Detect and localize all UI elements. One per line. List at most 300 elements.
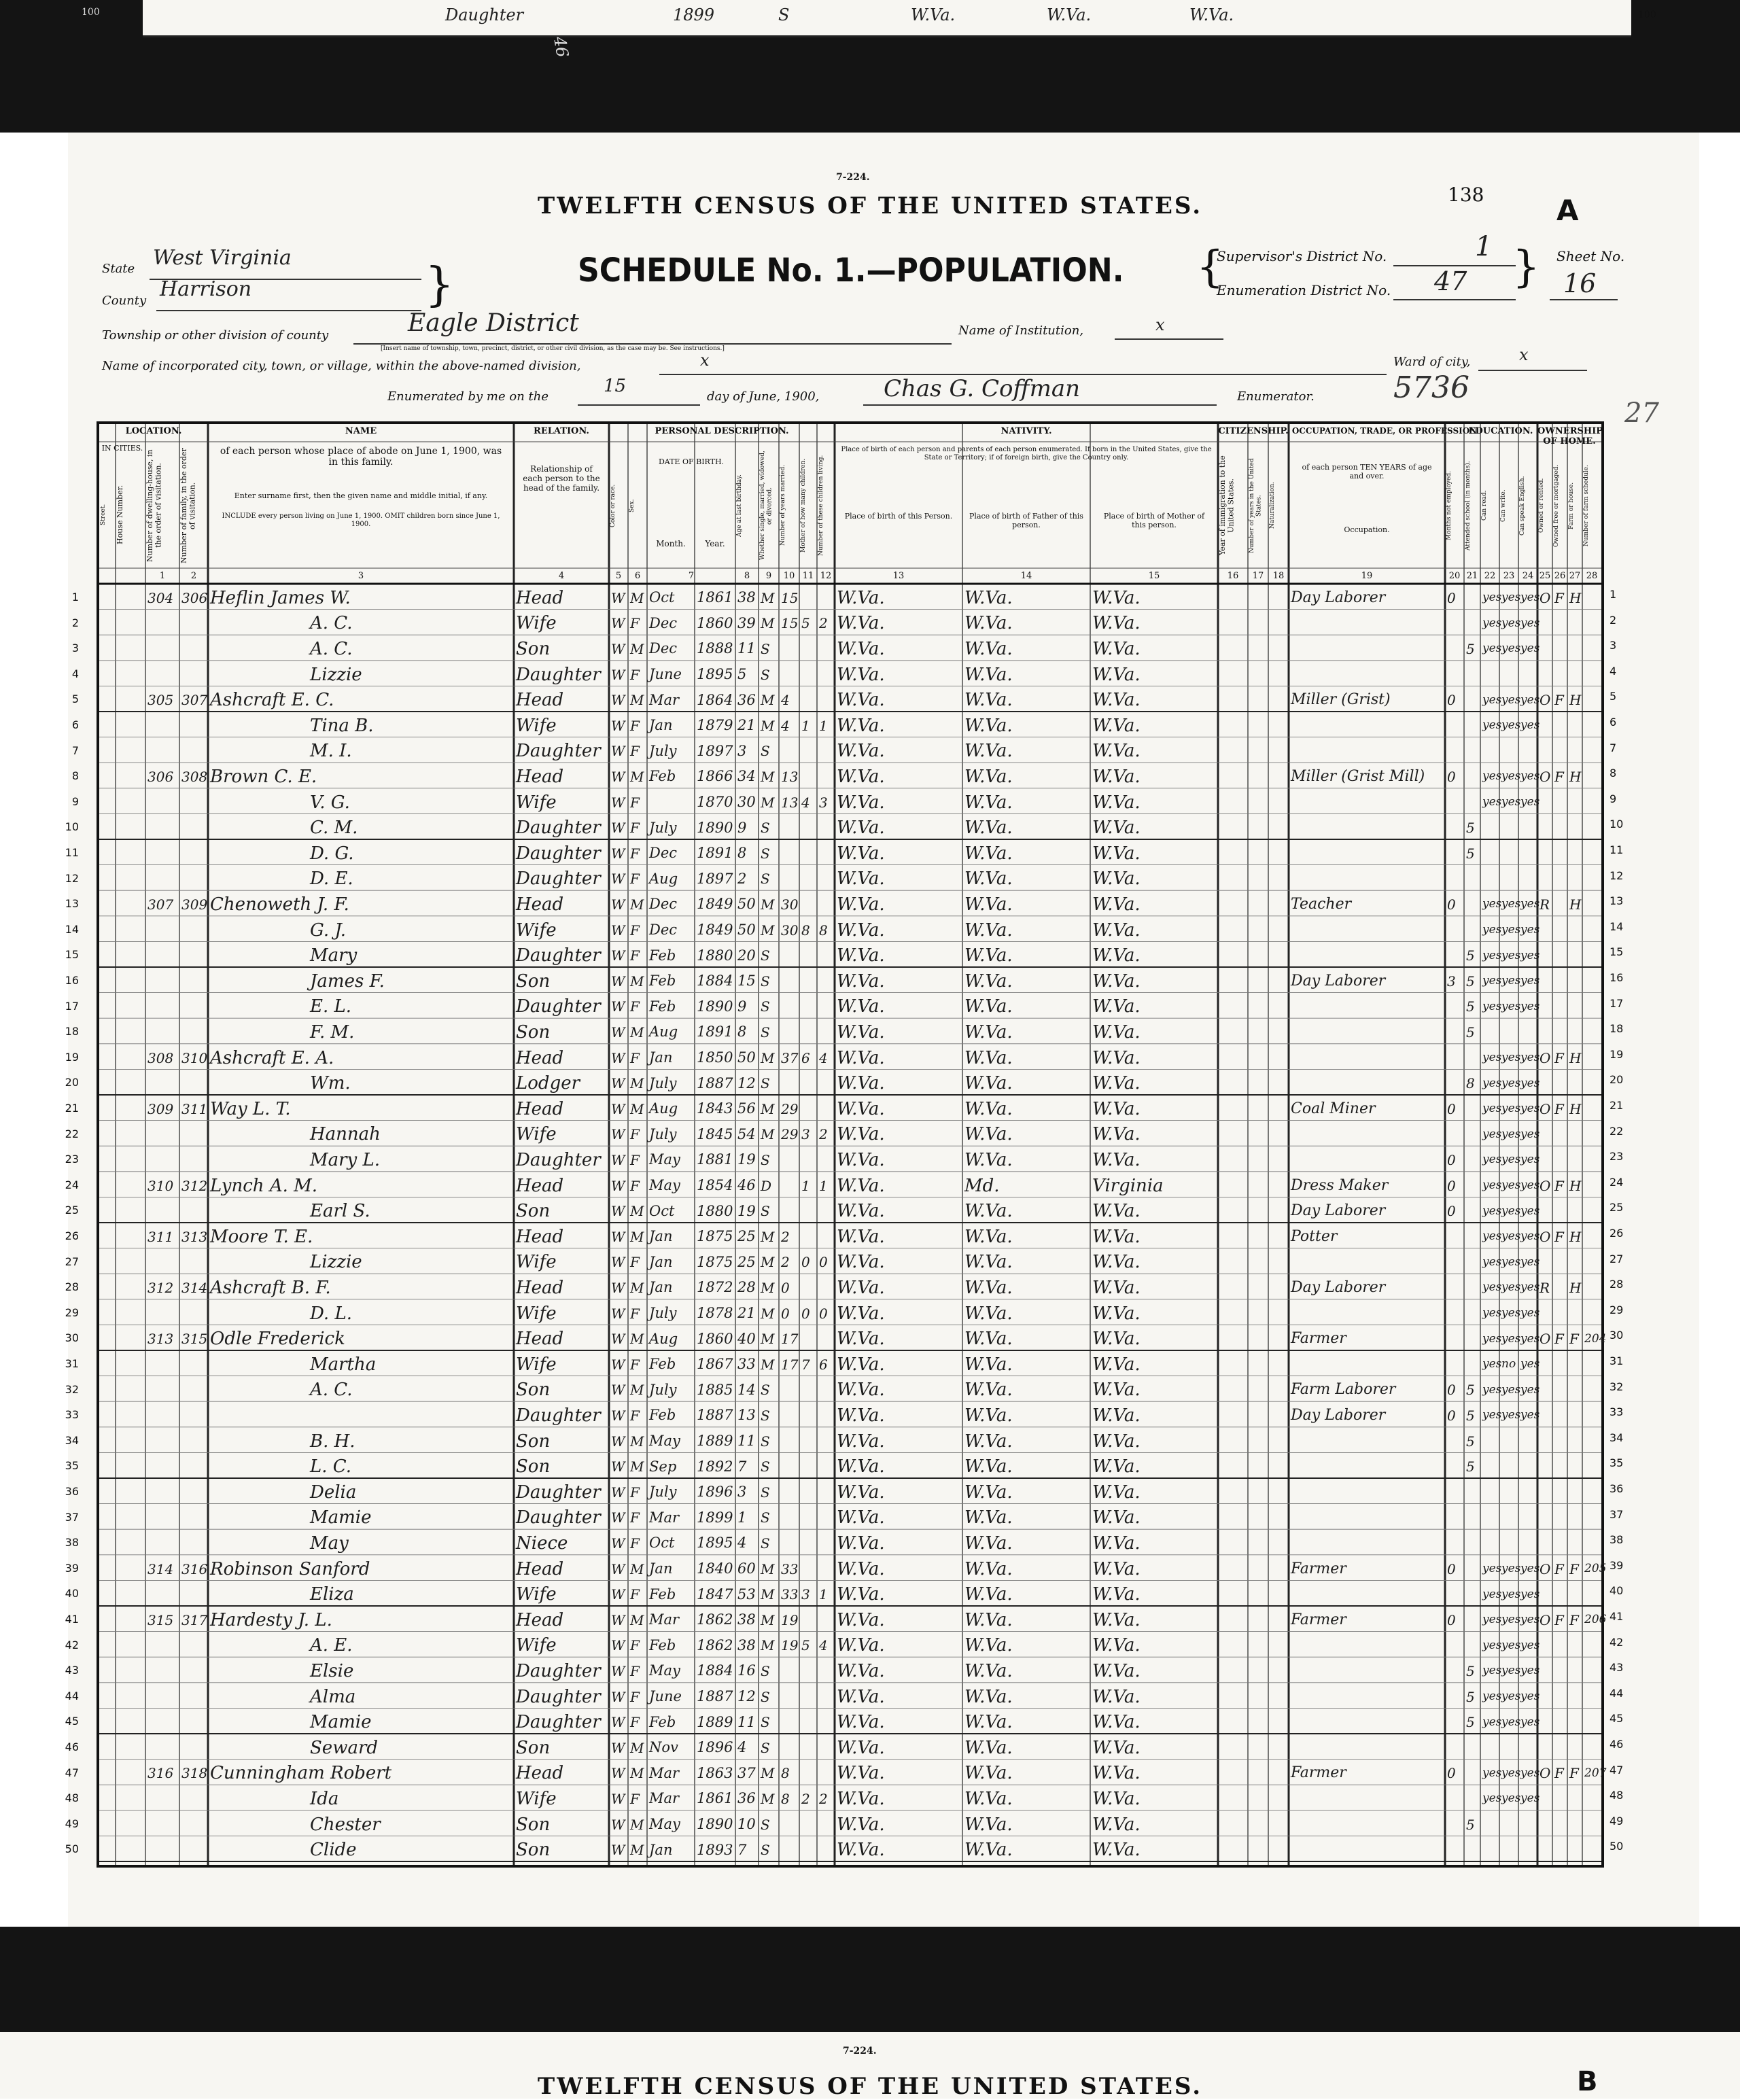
cell-fam: 316: [181, 1560, 208, 1577]
cell-cl: 1: [819, 1177, 828, 1194]
cell-name: Lizzie: [310, 664, 362, 685]
cell-bm: W.Va.: [1092, 1303, 1141, 1324]
cell-sp: yes: [1520, 769, 1540, 784]
cell-sex: F: [630, 1662, 640, 1679]
cell-bp: W.Va.: [837, 1149, 885, 1170]
cell-bf: W.Va.: [964, 1124, 1013, 1145]
cell-yr: 1843: [697, 1100, 733, 1117]
cell-mo: Jan: [649, 1253, 673, 1270]
column-number: 8: [744, 571, 750, 581]
cell-bm: W.Va.: [1092, 843, 1141, 864]
cell-ms: S: [761, 1023, 770, 1040]
cell-mo: July: [649, 819, 677, 836]
cell-sex: F: [630, 1151, 640, 1168]
cell-ym: 37: [781, 1049, 799, 1066]
cell-name: Mamie: [310, 1507, 372, 1528]
cell-ms: M: [761, 896, 775, 913]
cell-age: 4: [737, 1739, 747, 1756]
occupation-group: OCCUPATION, TRADE, OR PROFESSION: [1291, 426, 1478, 436]
in-cities-header: IN CITIES.: [101, 444, 143, 453]
district-brace-right: }: [1512, 242, 1540, 292]
cell-bm: W.Va.: [1092, 1840, 1141, 1861]
cell-mc: 5: [801, 615, 810, 632]
ward-label: Ward of city,: [1393, 355, 1471, 369]
row-number: 50: [65, 1842, 79, 1856]
cell-mne: 0: [1447, 1100, 1456, 1117]
cell-fh: H: [1569, 1049, 1582, 1066]
cell-yr: 1897: [697, 870, 733, 887]
cell-bf: W.Va.: [964, 1303, 1013, 1324]
cell-ms: S: [761, 998, 770, 1015]
cell-cl: 2: [819, 1126, 828, 1143]
cell-ym: 0: [781, 1279, 790, 1296]
cell-rd: yes: [1482, 1715, 1502, 1729]
cell-col: W: [611, 692, 625, 709]
cell-age: 21: [737, 1305, 756, 1322]
cell-col: W: [611, 1765, 625, 1782]
cell-wr: yes: [1501, 1766, 1521, 1780]
column-number: 7: [688, 571, 695, 581]
cell-mc: 8: [801, 922, 810, 939]
cell-ym: 19: [781, 1611, 799, 1628]
table-row: [65, 1529, 1601, 1555]
cell-name: B. H.: [310, 1431, 355, 1452]
row-number-right: 13: [1610, 894, 1624, 908]
cell-sex: M: [630, 640, 644, 657]
cell-col: W: [611, 1611, 625, 1628]
cell-mo: Nov: [649, 1739, 678, 1756]
row-number: 14: [65, 922, 79, 936]
cell-mo: Aug: [649, 1330, 678, 1347]
cell-own: R: [1539, 1279, 1550, 1296]
row-number-right: 15: [1610, 945, 1624, 959]
cell-sp: yes: [1520, 718, 1540, 733]
district-brace-left: {: [1196, 242, 1224, 292]
cell-mo: Feb: [649, 1586, 676, 1603]
cell-bf: W.Va.: [964, 664, 1013, 685]
cell-wr: yes: [1501, 1690, 1521, 1704]
cell-col: W: [611, 615, 625, 632]
cell-bm: W.Va.: [1092, 1149, 1141, 1170]
row-number-right: 2: [1610, 613, 1617, 627]
cell-bf: W.Va.: [964, 869, 1013, 890]
cell-yr: 1890: [697, 998, 733, 1015]
cell-yr: 1896: [697, 1739, 733, 1756]
cell-bf: W.Va.: [964, 1558, 1013, 1579]
cell-sp: yes: [1520, 1051, 1540, 1065]
cell-wr: yes: [1501, 1638, 1521, 1652]
cell-bf: W.Va.: [964, 1380, 1013, 1401]
ym-header: Number of years married.: [780, 465, 786, 546]
cell-dw: 311: [147, 1228, 174, 1245]
cell-sex: F: [630, 1637, 640, 1654]
cell-mc: 2: [801, 1790, 810, 1807]
column-number: 1: [159, 571, 166, 581]
cell-bf: W.Va.: [964, 1226, 1013, 1247]
cell-name: Seward: [310, 1737, 379, 1758]
cell-name: A. E.: [310, 1635, 353, 1656]
cell-age: 54: [737, 1125, 756, 1142]
cell-yr: 1861: [697, 589, 733, 606]
cell-sex: F: [630, 1535, 640, 1552]
cell-age: 34: [737, 768, 756, 785]
cell-mo: Jan: [649, 1279, 673, 1296]
table-row: [65, 967, 1601, 993]
cell-occ: Farmer: [1291, 1560, 1346, 1577]
row-number-right: 48: [1610, 1789, 1624, 1802]
table-row: [65, 1325, 1607, 1350]
cell-sex: M: [630, 1611, 644, 1628]
cell-sex: M: [630, 896, 644, 913]
supervisor-number: 1: [1475, 231, 1493, 262]
cell-mo: June: [649, 666, 682, 683]
cell-mo: Dec: [649, 922, 678, 939]
cell-age: 39: [737, 614, 756, 631]
cell-col: W: [611, 1331, 625, 1348]
cell-ms: M: [761, 1356, 775, 1373]
row-number-right: 8: [1610, 767, 1617, 780]
cell-bf: W.Va.: [964, 1021, 1013, 1043]
name-note-1: Enter surname first, then the given name and middle initial, if any.: [234, 491, 488, 500]
table-row: [71, 661, 1601, 686]
cell-bf: W.Va.: [964, 1277, 1013, 1298]
cell-mo: Feb: [649, 973, 676, 990]
cell-bm: W.Va.: [1092, 1558, 1141, 1579]
cell-wr: yes: [1501, 1382, 1521, 1397]
cell-col: W: [611, 1688, 625, 1705]
column-number: 18: [1272, 571, 1285, 581]
wr-header: Can write.: [1500, 489, 1507, 522]
cell-sex: M: [630, 1765, 644, 1782]
cell-occ: Day Laborer: [1291, 589, 1386, 606]
cell-age: 11: [737, 640, 756, 657]
row-number: 4: [71, 667, 79, 680]
cell-mne: 0: [1447, 1765, 1456, 1782]
citizenship-group: CITIZENSHIP.: [1218, 426, 1289, 436]
cell-name: Earl S.: [310, 1201, 370, 1222]
cell-mo: Mar: [649, 1611, 680, 1628]
cell-name: Martha: [310, 1354, 377, 1375]
cell-ym: 13: [781, 768, 799, 785]
cell-sp: yes: [1520, 1102, 1540, 1116]
cell-ms: S: [761, 743, 770, 760]
row-number-right: 50: [1610, 1840, 1624, 1853]
row-number-right: 43: [1610, 1661, 1624, 1675]
cell-yr: 1885: [697, 1381, 733, 1398]
cell-sch: 5: [1466, 1458, 1475, 1475]
cell-name: L. C.: [310, 1456, 352, 1477]
cell-ms: S: [761, 1816, 770, 1833]
cell-bp: W.Va.: [837, 1737, 885, 1758]
table-row: [65, 1197, 1601, 1223]
cell-rel: Head: [516, 894, 564, 915]
cell-name: F. M.: [310, 1021, 355, 1043]
cell-own: O: [1539, 1331, 1551, 1348]
cell-col: W: [611, 794, 625, 811]
cell-mo: June: [649, 1688, 682, 1705]
cell-mc: 7: [801, 1356, 810, 1373]
cell-bm: W.Va.: [1092, 1686, 1141, 1707]
cell-bm: W.Va.: [1092, 996, 1141, 1017]
township-note: [Insert name of township, town, precinct, district, or other civil division, as the case may be. See instructions.]: [381, 345, 725, 352]
date-of-birth-header: DATE OF BIRTH.: [658, 457, 725, 466]
cell-rel: Son: [516, 1737, 551, 1758]
cell-rel: Son: [516, 1431, 551, 1452]
cell-age: 37: [737, 1764, 756, 1781]
cell-sch: 5: [1466, 820, 1475, 837]
cell-occ: Potter: [1291, 1227, 1338, 1245]
cell-mne: 0: [1447, 896, 1456, 913]
cell-rd: yes: [1482, 974, 1502, 988]
cell-col: W: [611, 998, 625, 1015]
cell-name: Eliza: [310, 1584, 354, 1605]
cell-cl: 8: [819, 922, 828, 939]
house-header: House Number.: [116, 485, 124, 544]
column-number: 13: [892, 571, 905, 581]
cell-col: W: [611, 1842, 625, 1859]
birth-mother-header: Place of birth of Mother of this person.: [1103, 512, 1205, 529]
row-number: 7: [71, 743, 79, 757]
cell-mo: Feb: [649, 1713, 676, 1730]
cell-bp: W.Va.: [837, 1073, 885, 1094]
cell-mo: Dec: [649, 896, 678, 913]
location-group: LOCATION.: [125, 426, 182, 436]
cell-ms: M: [761, 768, 775, 785]
cell-ms: S: [761, 1484, 770, 1501]
row-number: 26: [65, 1229, 79, 1242]
cell-sp: yes: [1520, 948, 1540, 962]
cell-rel: Head: [516, 690, 564, 711]
row-number-right: 21: [1610, 1099, 1624, 1112]
cell-rd: yes: [1482, 1791, 1502, 1806]
cell-mo: Mar: [649, 1764, 680, 1781]
cell-ms: M: [761, 615, 775, 632]
cell-wr: yes: [1501, 1613, 1521, 1627]
cell-age: 8: [737, 1023, 747, 1040]
cell-mc: 3: [801, 1126, 810, 1143]
cell-bf: W.Va.: [964, 1712, 1013, 1733]
cell-bm: W.Va.: [1092, 945, 1141, 966]
table-row: [65, 916, 1601, 942]
cell-bp: W.Va.: [837, 1482, 885, 1503]
row-number-right: 32: [1610, 1380, 1624, 1393]
cell-occ: Farmer: [1291, 1330, 1346, 1348]
cell-mo: Mar: [649, 1509, 680, 1526]
enumerator-name: Chas G. Coffman: [884, 375, 1080, 402]
cell-bf: W.Va.: [964, 1482, 1013, 1503]
cell-ms: S: [761, 1151, 770, 1168]
cell-dw: 310: [147, 1177, 174, 1194]
cell-bf: W.Va.: [964, 818, 1013, 839]
cell-col: W: [611, 1279, 625, 1296]
cell-sex: F: [630, 794, 640, 811]
cell-sex: M: [630, 589, 644, 606]
cell-sex: F: [630, 666, 640, 683]
table-row: [65, 890, 1601, 916]
cell-own: R: [1539, 896, 1550, 913]
cell-wr: yes: [1501, 1076, 1521, 1090]
cell-bm: W.Va.: [1092, 587, 1141, 608]
row-number: 8: [71, 769, 79, 783]
table-row: [65, 993, 1601, 1019]
cell-sex: M: [630, 1458, 644, 1475]
cell-ym: 15: [781, 589, 799, 606]
cell-fh: F: [1569, 1765, 1579, 1782]
township-value: Eagle District: [408, 309, 579, 337]
row-number-right: 38: [1610, 1533, 1624, 1547]
cell-name: Odle Frederick: [210, 1329, 345, 1350]
cell-age: 7: [737, 1458, 747, 1475]
cell-age: 50: [737, 922, 756, 939]
month-header: Month.: [656, 539, 686, 548]
county-line: [156, 310, 421, 311]
row-number: 12: [65, 871, 79, 885]
row-number-right: 46: [1610, 1738, 1624, 1751]
cell-yr: 1854: [697, 1177, 733, 1194]
cell-yr: 1880: [697, 1202, 733, 1219]
cell-fm: F: [1554, 692, 1564, 709]
cell-age: 38: [737, 589, 756, 606]
cell-age: 9: [737, 998, 747, 1015]
relation-group: RELATION.: [534, 426, 589, 436]
cell-ym: 8: [781, 1790, 790, 1807]
county-label: County: [102, 294, 147, 308]
cell-bf: W.Va.: [964, 1149, 1013, 1170]
sheet-label: Sheet No.: [1556, 248, 1625, 264]
cell-rel: Head: [516, 766, 564, 787]
sp-header: Can speak English.: [1519, 476, 1526, 536]
cell-col: W: [611, 1509, 625, 1526]
cell-bp: W.Va.: [837, 1098, 885, 1119]
column-number: 21: [1466, 571, 1478, 581]
cell-sp: yes: [1520, 616, 1540, 630]
cell-age: 53: [737, 1586, 756, 1603]
row-number-right: 25: [1610, 1201, 1624, 1214]
row-number: 19: [65, 1050, 79, 1064]
cell-ym: 33: [781, 1586, 799, 1603]
cell-col: W: [611, 1407, 625, 1424]
stamp-number: 5736: [1393, 370, 1469, 405]
cell-wr: yes: [1501, 693, 1521, 707]
column-number: 10: [783, 571, 795, 581]
cell-rel: Son: [516, 1380, 551, 1401]
cell-yr: 1890: [697, 1816, 733, 1833]
cell-age: 3: [737, 1484, 747, 1501]
cell-col: W: [611, 1662, 625, 1679]
institution-line: [1115, 338, 1223, 340]
cell-yr: 1862: [697, 1637, 733, 1653]
column-number: 12: [820, 571, 832, 581]
cell-own: O: [1539, 1100, 1551, 1117]
cell-ms: S: [761, 1407, 770, 1424]
cell-sex: M: [630, 1331, 644, 1348]
cell-sch: 5: [1466, 1023, 1475, 1040]
cell-bp: W.Va.: [837, 1788, 885, 1809]
cell-cl: 0: [819, 1254, 828, 1271]
row-number-right: 17: [1610, 996, 1624, 1010]
column-number: 4: [558, 571, 565, 581]
cell-bp: W.Va.: [837, 970, 885, 992]
cell-sex: F: [630, 1407, 640, 1424]
year-header: Year.: [705, 539, 725, 548]
cell-cl: 4: [819, 1049, 828, 1066]
cell-bm: W.Va.: [1092, 1226, 1141, 1247]
cell-wr: yes: [1501, 1255, 1521, 1269]
row-number-right: 22: [1610, 1124, 1624, 1138]
cell-sch: 5: [1466, 1433, 1475, 1450]
cell-occ: Day Laborer: [1291, 972, 1386, 990]
cell-col: W: [611, 768, 625, 785]
row-number-right: 40: [1610, 1584, 1624, 1598]
fs-header: Number of farm schedule.: [1583, 465, 1590, 546]
cell-bp: W.Va.: [837, 869, 885, 890]
cell-rel: Daughter: [516, 1660, 601, 1681]
cell-bm: W.Va.: [1092, 1380, 1141, 1401]
cell-cl: 2: [819, 1790, 828, 1807]
sheet-line: [1550, 299, 1618, 300]
cell-fm: F: [1554, 1100, 1564, 1117]
table-row: [71, 763, 1601, 788]
ownership-group: OWNERSHIP OF HOME.: [1537, 426, 1603, 447]
row-number-right: 28: [1610, 1278, 1624, 1291]
cell-mo: Feb: [649, 998, 676, 1015]
cell-rel: Wife: [516, 1354, 557, 1375]
relation-header: Relationship of each person to the head of the family.: [523, 464, 600, 493]
column-number: 14: [1020, 571, 1032, 581]
cell-fh: H: [1569, 589, 1582, 606]
cell-bp: W.Va.: [837, 690, 885, 711]
cell-ms: S: [761, 1688, 770, 1705]
cell-age: 21: [737, 717, 756, 734]
cell-mo: Oct: [649, 1535, 675, 1552]
cell-yr: 1891: [697, 1023, 733, 1040]
cell-sex: M: [630, 692, 644, 709]
enumeration-label: Enumeration District No.: [1217, 282, 1391, 298]
row-number: 35: [65, 1459, 79, 1473]
cell-sp: yes: [1520, 642, 1540, 656]
column-number: 17: [1252, 571, 1264, 581]
cell-sex: F: [630, 871, 640, 888]
cell-age: 10: [737, 1816, 756, 1833]
cell-name: G. J.: [310, 920, 347, 941]
cell-dw: 305: [147, 692, 174, 709]
cell-own: O: [1539, 1177, 1551, 1194]
cell-name: A. C.: [310, 1380, 353, 1401]
cell-yr: 1845: [697, 1125, 733, 1142]
cell-name: D. L.: [310, 1303, 352, 1324]
cell-ym: 17: [781, 1356, 799, 1373]
cell-age: 28: [737, 1279, 756, 1296]
cell-rd: yes: [1482, 769, 1502, 784]
cell-ms: M: [761, 1611, 775, 1628]
cell-mo: May: [649, 1433, 680, 1450]
cell-fs: 205: [1584, 1562, 1607, 1576]
cell-rd: yes: [1482, 1587, 1502, 1601]
cell-col: W: [611, 845, 625, 862]
cell-col: W: [611, 1305, 625, 1322]
cell-mne: 0: [1447, 1382, 1456, 1399]
cell-wr: yes: [1501, 616, 1521, 630]
cell-age: 19: [737, 1202, 756, 1219]
bottom-sheet-letter: B: [1577, 2066, 1598, 2097]
scan-border-bottom: [0, 1927, 1740, 2032]
cell-rd: yes: [1482, 1664, 1502, 1678]
cell-sex: M: [630, 1075, 644, 1092]
cell-col: W: [611, 922, 625, 939]
cell-rd: yes: [1482, 1562, 1502, 1576]
cell-sex: F: [630, 1305, 640, 1322]
cell-mne: 0: [1447, 1560, 1456, 1577]
